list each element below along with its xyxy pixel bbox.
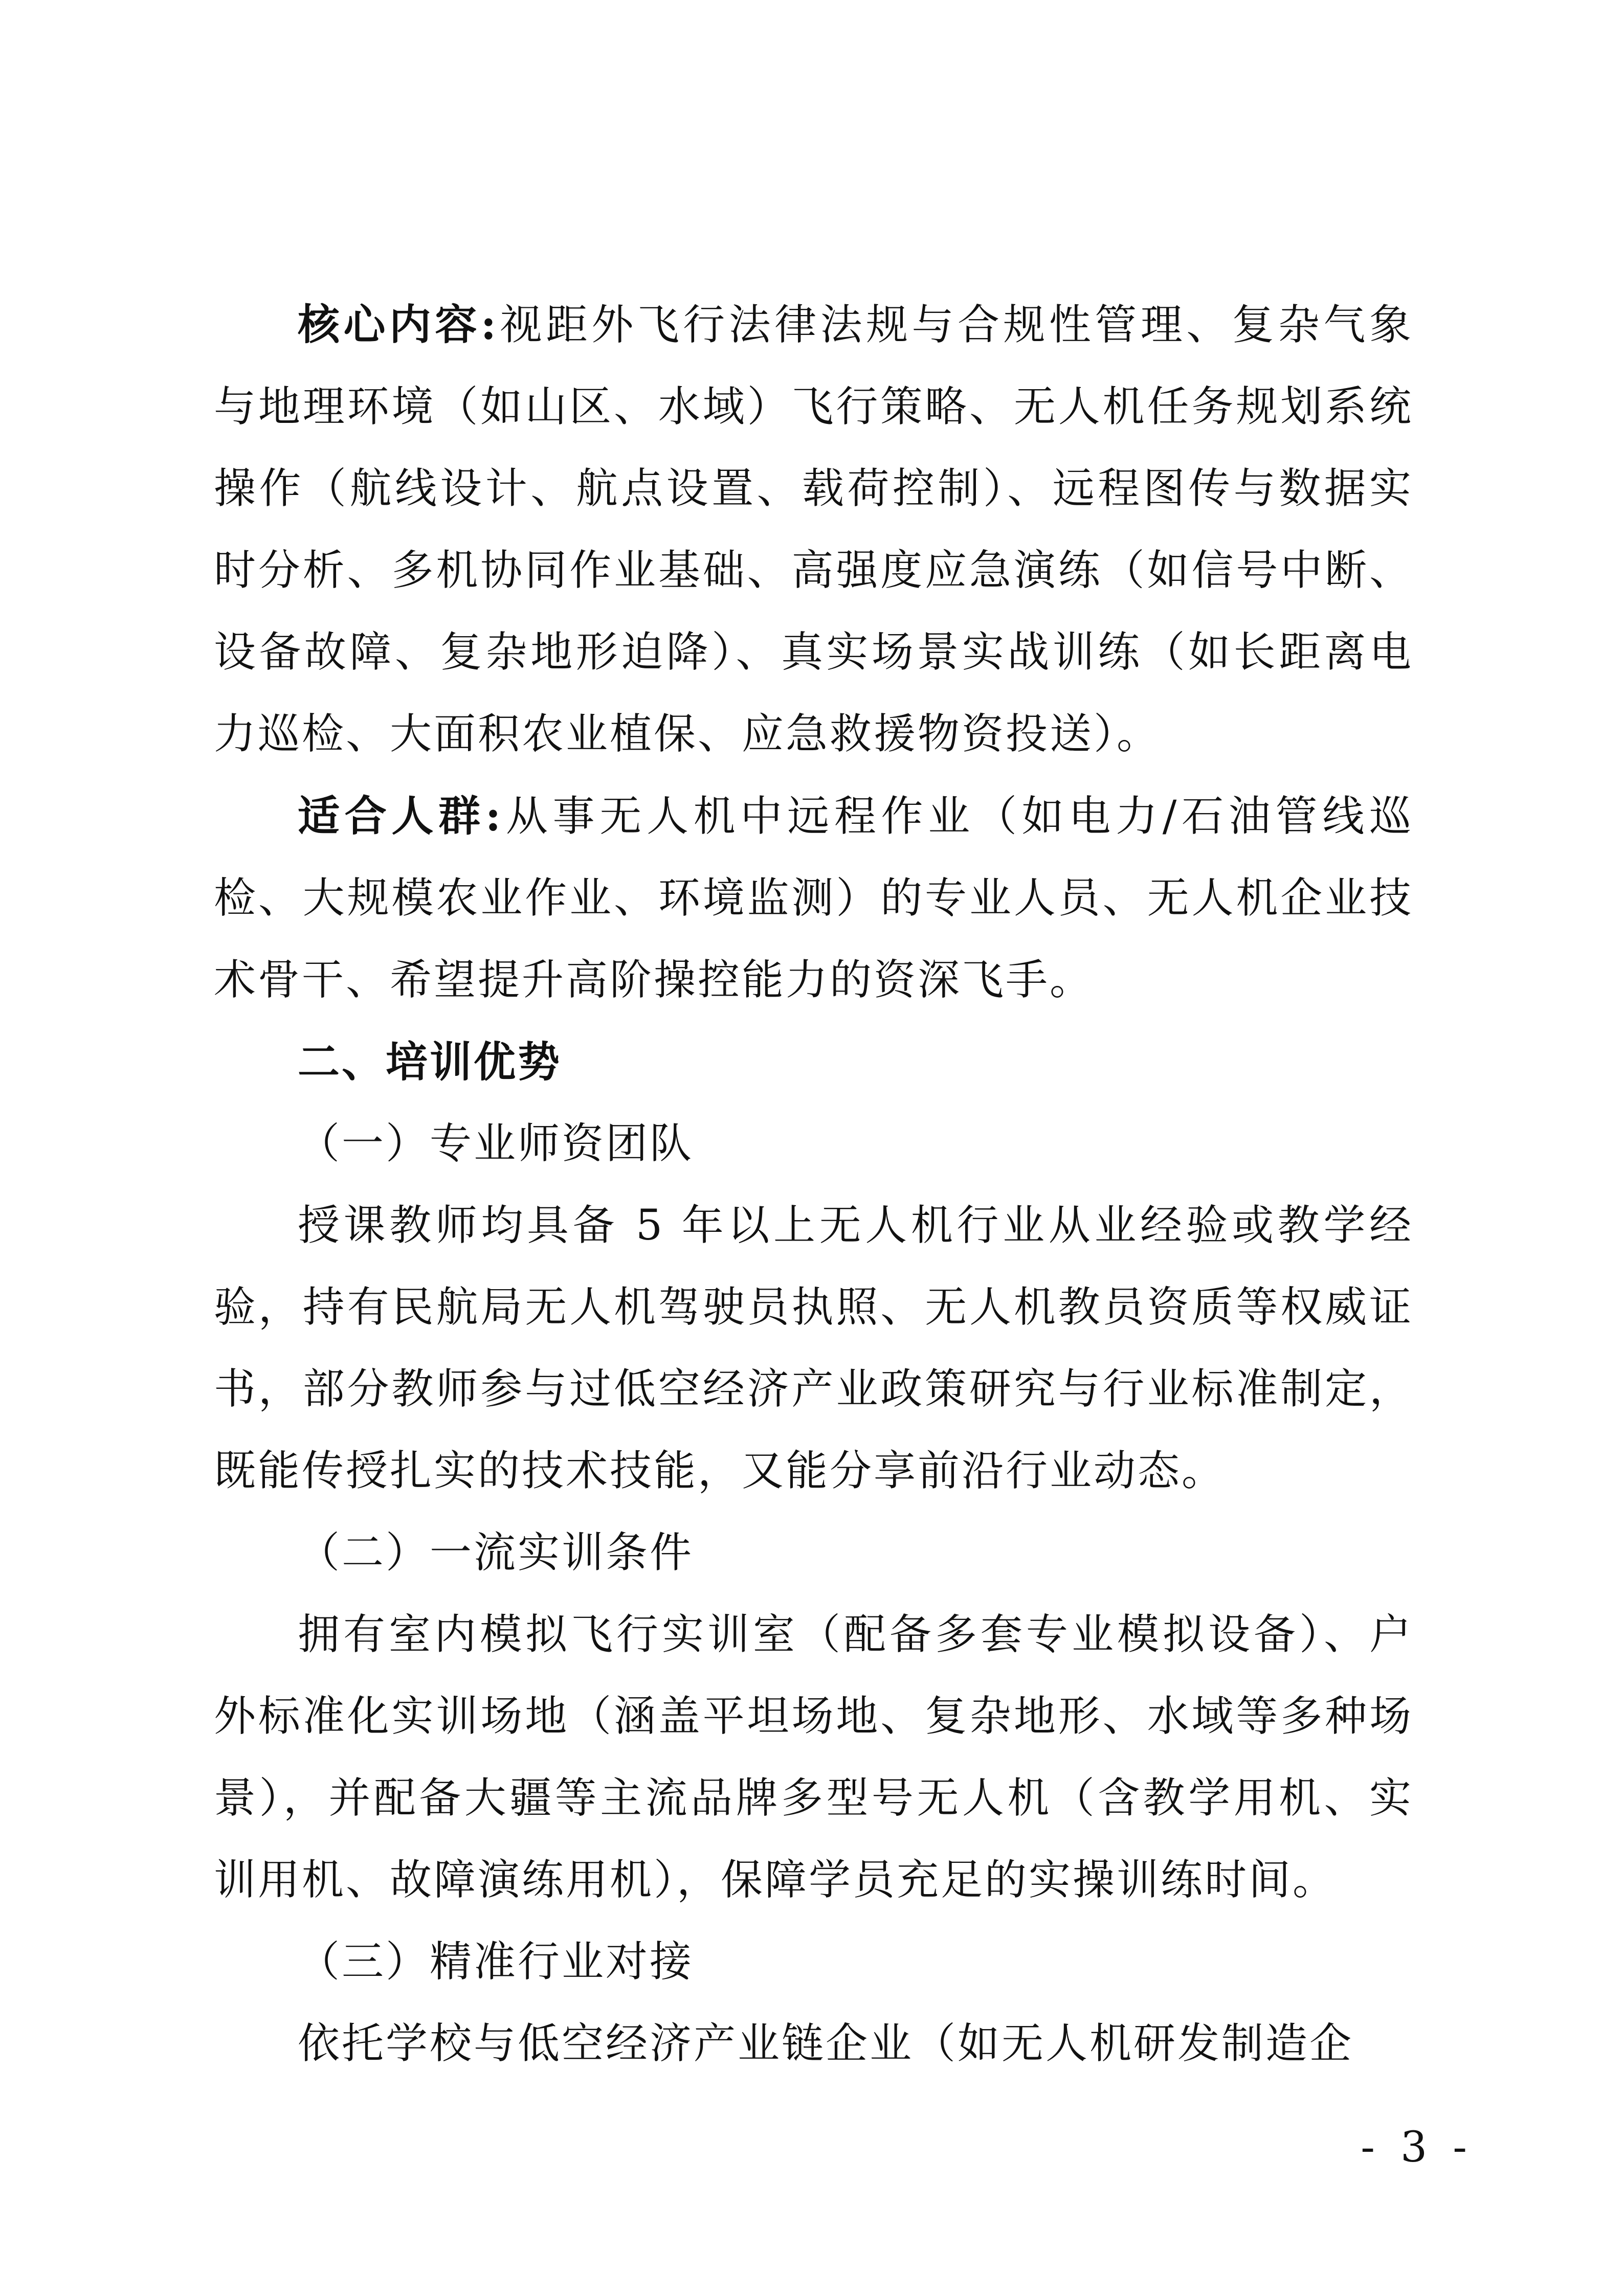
subsection-title-facilities: （二）一流实训条件	[298, 1528, 694, 1577]
subsection-text-faculty: 授课教师均具备 5 年以上无人机行业从业经验或教学经验，持有民航局无人机驾驶员执照、无人机教员资质等权威证书，部分教师参与过低空经济产业政策研究与行业标准制定，既能传授扎实的技术技能，又能分享前沿行业动态。	[214, 1201, 1413, 1495]
subsection-title-industry: （三）精准行业对接	[298, 1938, 694, 1986]
audience-text: 从事无人机中远程作业（如电力/石油管线巡检、大规模农业作业、环境监测）的专业人员、无人机企业技术骨干、希望提升高阶操控能力的资深飞手。	[214, 792, 1413, 1004]
subsection-text-facilities: 拥有室内模拟飞行实训室（配备多套专业模拟设备）、户外标准化实训场地（涵盖平坦场地、复杂地形、水域等多种场景），并配备大疆等主流品牌多型号无人机（含教学用机、实训用机、故障演练用机），保障学员充足的实操训练时间。	[214, 1610, 1413, 1904]
audience-paragraph	[214, 775, 1413, 1021]
section-heading: 二、培训优势	[298, 1038, 562, 1087]
document-body	[214, 284, 1413, 2085]
subsection-text-industry: 依托学校与低空经济产业链企业（如无人机研发制造企	[298, 2019, 1354, 2068]
core-content-paragraph	[214, 284, 1413, 775]
subsection-title-faculty: （一）专业师资团队	[298, 1119, 694, 1168]
page-number: - 3 -	[1361, 2123, 1473, 2172]
core-content-text: 视距外飞行法律法规与合规性管理、复杂气象与地理环境（如山区、水域）飞行策略、无人机任务规划系统操作（航线设计、航点设置、载荷控制）、远程图传与数据实时分析、多机协同作业基础、高强度应急演练（如信号中断、设备故障、复杂地形迫降）、真实场景实战训练（如长距离电力巡检、大面积农业植保、应急救援物资投送）。	[214, 301, 1413, 758]
audience-label: 适合人群:	[298, 792, 503, 841]
core-content-label: 核心内容:	[298, 300, 499, 349]
